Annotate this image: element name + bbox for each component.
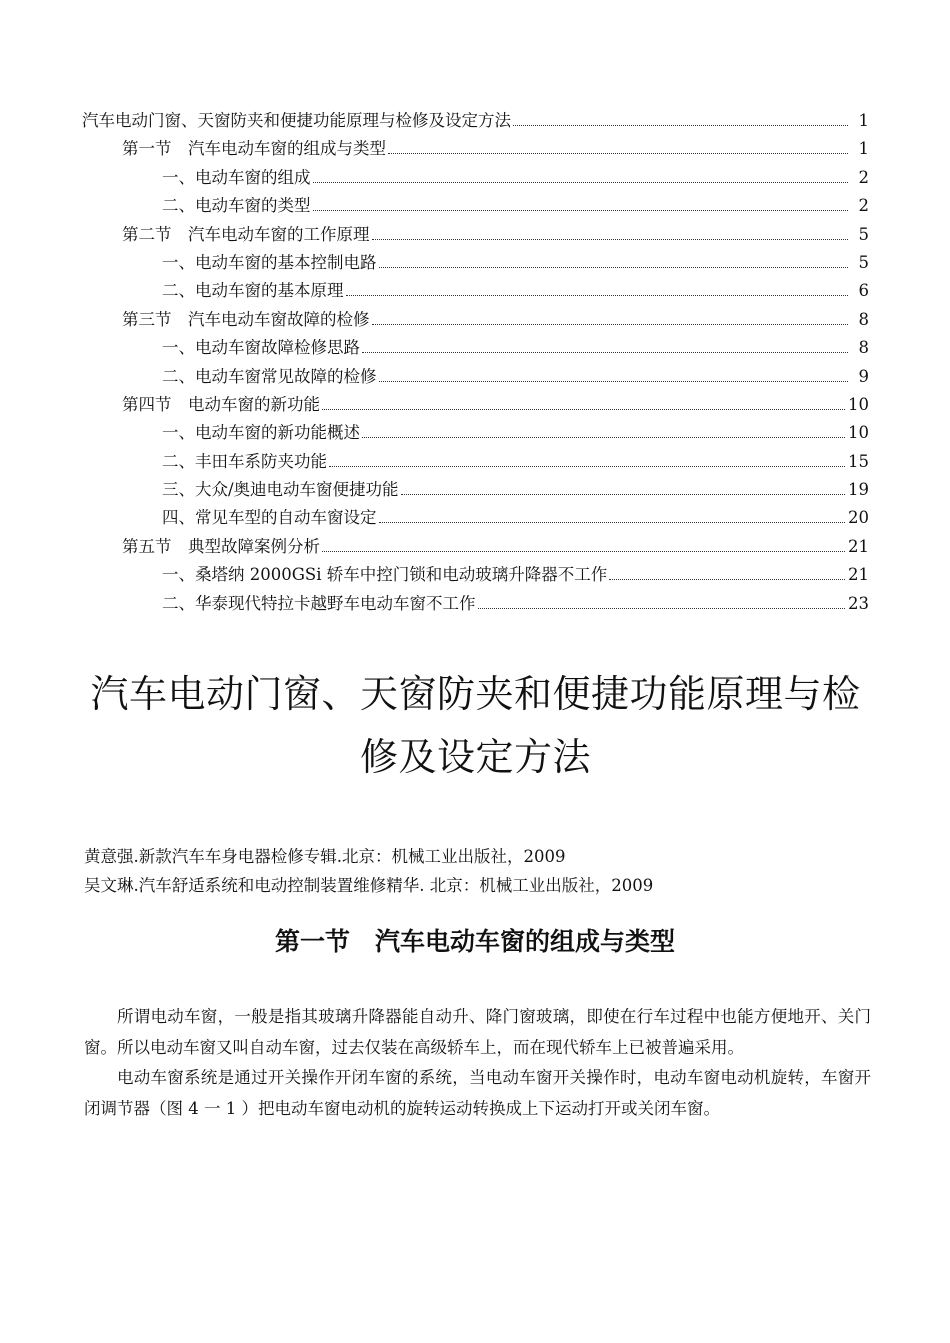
toc-leader-dots [388,153,848,154]
toc-entry[interactable] [82,504,869,532]
toc-leader-dots [322,551,845,552]
toc-entry-page: 2 [858,196,869,216]
toc-entry-title: 一、电动车窗的新功能概述 [162,423,360,443]
toc-entry[interactable] [82,476,869,504]
toc-entry-title: 二、电动车窗的基本原理 [162,281,344,301]
toc-entry-title: 二、华泰现代特拉卡越野车电动车窗不工作 [162,593,476,613]
toc-entry[interactable] [82,192,869,220]
toc-entry-page: 5 [858,224,869,244]
toc-entry[interactable] [82,277,869,305]
toc-entry-page: 2 [858,167,869,187]
toc-entry[interactable] [82,448,869,476]
toc-entry[interactable] [82,221,869,249]
toc-leader-dots [313,210,849,211]
section-heading: 第一节 汽车电动车窗的组成与类型 [274,927,675,956]
toc-leader-dots [379,267,849,268]
toc-leader-dots [313,182,849,183]
toc-entry-title: 一、电动车窗的组成 [162,167,311,187]
toc-leader-dots [609,579,845,580]
toc-entry-title: 三、大众/奥迪电动车窗便捷功能 [162,480,399,500]
toc-entry[interactable] [82,363,869,391]
toc-entry-title: 一、桑塔纳 2000GSi 轿车中控门锁和电动玻璃升降器不工作 [162,565,608,585]
toc-leader-dots [401,494,845,495]
toc-entry-page: 9 [858,366,869,386]
toc-entry[interactable] [82,135,869,163]
toc-entry-page: 6 [858,281,869,301]
toc-leader-dots [379,522,846,523]
toc-entry-page: 15 [848,451,869,471]
toc-entry-page: 20 [848,508,869,528]
toc-entry-title: 第五节 典型故障案例分析 [122,536,320,556]
toc-entry-page: 5 [858,252,869,272]
toc-entry-page: 10 [848,423,869,443]
toc-leader-dots [362,437,845,438]
toc-entry[interactable] [82,533,869,561]
toc-entry[interactable] [82,391,869,419]
reference-line: 吴文琳.汽车舒适系统和电动控制装置维修精华. 北京：机械工业出版社，2009 [84,875,654,895]
toc-entry[interactable] [82,107,869,135]
toc-entry-title: 第二节 汽车电动车窗的工作原理 [122,224,370,244]
references [84,843,874,900]
toc-entry-page: 1 [858,139,869,159]
toc-entry-page: 21 [848,565,869,585]
toc-entry[interactable] [82,561,869,589]
toc-entry-title: 第一节 汽车电动车窗的组成与类型 [122,139,386,159]
table-of-contents [82,107,869,618]
toc-entry-title: 二、电动车窗的类型 [162,196,311,216]
toc-leader-dots [346,295,849,296]
reference-line: 黄意强.新款汽车车身电器检修专辑.北京：机械工业出版社，2009 [84,847,566,866]
document-title-line: 修及设定方法 [359,735,591,779]
document-title [82,663,869,789]
toc-entry[interactable] [82,164,869,192]
toc-entry-title: 二、丰田车系防夹功能 [162,451,327,471]
toc-entry-page: 23 [848,593,869,613]
toc-entry-page: 21 [848,536,869,556]
toc-leader-dots [379,381,849,382]
paragraph: 电动车窗系统是通过开关操作开闭车窗的系统，当电动车窗开关操作时，电动车窗电动机旋转，车窗开闭调节器（图 4 一 1 ）把电动车窗电动机的旋转运动转换成上下运动打开或关闭车窗。 [84,1068,871,1118]
toc-entry[interactable] [82,419,869,447]
body-text [84,1002,871,1124]
toc-entry-page: 10 [848,394,869,414]
toc-entry-title: 二、电动车窗常见故障的检修 [162,366,377,386]
toc-entry-title: 一、电动车窗的基本控制电路 [162,252,377,272]
paragraph: 所谓电动车窗，一般是指其玻璃升降器能自动升、降门窗玻璃，即使在行车过程中也能方便地开、关门窗。所以电动车窗又叫自动车窗，过去仅装在高级轿车上，而在现代轿车上已被普遍采用。 [84,1007,871,1057]
toc-entry[interactable] [82,334,869,362]
toc-leader-dots [513,125,848,126]
toc-leader-dots [322,409,845,410]
toc-leader-dots [372,239,849,240]
toc-entry-title: 一、电动车窗故障检修思路 [162,338,360,358]
toc-entry-title: 第三节 汽车电动车窗故障的检修 [122,309,370,329]
toc-leader-dots [478,608,846,609]
toc-entry-title: 第四节 电动车窗的新功能 [122,394,320,414]
toc-entry[interactable] [82,590,869,618]
toc-entry-page: 19 [848,480,869,500]
toc-entry-title: 四、常见车型的自动车窗设定 [162,508,377,528]
document-title-line: 汽车电动门窗、天窗防夹和便捷功能原理与检 [90,672,861,716]
toc-entry-page: 8 [858,309,869,329]
toc-entry[interactable] [82,249,869,277]
toc-entry[interactable] [82,306,869,334]
toc-entry-page: 1 [858,111,869,130]
toc-entry-page: 8 [858,338,869,358]
toc-leader-dots [372,324,849,325]
toc-leader-dots [329,466,845,467]
toc-leader-dots [362,352,848,353]
toc-entry-title: 汽车电动门窗、天窗防夹和便捷功能原理与检修及设定方法 [82,111,511,130]
